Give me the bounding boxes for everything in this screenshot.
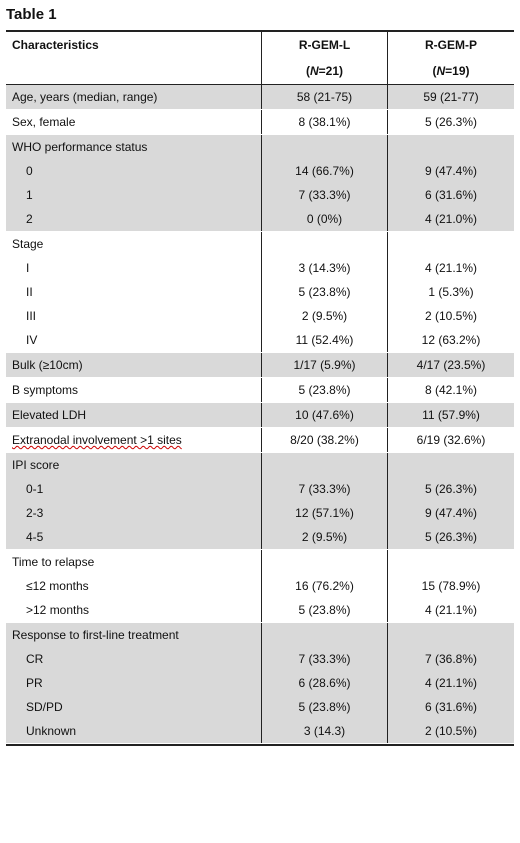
sub-row-label: 2-3 bbox=[26, 506, 44, 520]
sub-row-label: >12 months bbox=[26, 603, 90, 617]
sub-row-r-gem-l-value: 5 (23.8%) bbox=[298, 603, 351, 617]
characteristic-cell bbox=[6, 353, 262, 377]
r-gem-p-cell bbox=[388, 428, 514, 452]
r-gem-l-value: 10 (47.6%) bbox=[295, 408, 354, 422]
sub-row-r-gem-p-value: 4 (21.1%) bbox=[424, 261, 478, 275]
section-label: Response to first-line treatment bbox=[12, 628, 179, 642]
sub-row-r-gem-p-value: 7 (36.8%) bbox=[424, 652, 478, 666]
sub-row-label: Unknown bbox=[26, 724, 77, 738]
r-gem-p-cell bbox=[388, 403, 514, 427]
table-body bbox=[6, 85, 514, 744]
sub-row-label: 4-5 bbox=[26, 530, 44, 544]
r-gem-p-value: 6/19 (32.6%) bbox=[416, 433, 486, 447]
r-gem-l-cell bbox=[262, 135, 388, 231]
sub-row-r-gem-p-value: 2 (10.5%) bbox=[424, 309, 478, 323]
r-gem-l-cell bbox=[262, 110, 388, 134]
section-row bbox=[6, 110, 514, 135]
sub-row-r-gem-l-value: 7 (33.3%) bbox=[298, 652, 351, 666]
r-gem-p-cell bbox=[388, 353, 514, 377]
r-gem-p-cell bbox=[388, 85, 514, 109]
sub-row-r-gem-p-value: 5 (26.3%) bbox=[424, 482, 478, 496]
section-row bbox=[6, 353, 514, 378]
sub-row-r-gem-l-value: 7 (33.3%) bbox=[298, 482, 351, 496]
r-gem-p-value: 11 (57.9%) bbox=[422, 408, 480, 422]
r-gem-l-cell bbox=[262, 378, 388, 402]
sub-row-r-gem-p-value: 6 (31.6%) bbox=[424, 188, 478, 202]
characteristic-cell bbox=[6, 550, 262, 622]
r-gem-l-cell bbox=[262, 453, 388, 549]
sub-row-r-gem-l-value: 14 (66.7%) bbox=[295, 164, 354, 178]
r-gem-l-value: 5 (23.8%) bbox=[298, 383, 351, 397]
sub-row-r-gem-l-value: 7 (33.3%) bbox=[298, 188, 351, 202]
characteristic-cell bbox=[6, 453, 262, 549]
sub-row-r-gem-p-value: 12 (63.2%) bbox=[421, 333, 481, 347]
sub-row-r-gem-p-value: 9 (47.4%) bbox=[424, 164, 478, 178]
characteristic-cell bbox=[6, 428, 262, 452]
section-row bbox=[6, 85, 514, 110]
sub-row-r-gem-l-value: 3 (14.3) bbox=[303, 724, 346, 738]
r-gem-l-value: 1/17 (5.9%) bbox=[293, 358, 356, 372]
table-title: Table 1 bbox=[6, 6, 57, 23]
section-label: Stage bbox=[12, 237, 44, 251]
sub-row-r-gem-l-value: 5 (23.8%) bbox=[298, 700, 351, 714]
sub-row-label: III bbox=[26, 309, 37, 323]
r-gem-p-cell bbox=[388, 623, 514, 743]
sub-row-r-gem-l-value: 11 (52.4%) bbox=[295, 333, 354, 347]
section-label: Age, years (median, range) bbox=[12, 90, 158, 104]
section-label: Sex, female bbox=[12, 115, 76, 129]
sub-row-r-gem-l-value: 2 (9.5%) bbox=[301, 309, 348, 323]
sub-row-r-gem-l-value: 3 (14.3%) bbox=[298, 261, 351, 275]
r-gem-p-value: 8 (42.1%) bbox=[424, 383, 478, 397]
sub-row-r-gem-l-value: 16 (76.2%) bbox=[295, 579, 354, 593]
characteristic-cell bbox=[6, 403, 262, 427]
characteristics-table bbox=[6, 30, 514, 746]
section-label: B symptoms bbox=[12, 383, 79, 397]
r-gem-l-cell bbox=[262, 403, 388, 427]
sub-row-r-gem-p-value: 5 (26.3%) bbox=[424, 530, 478, 544]
r-gem-p-cell bbox=[388, 453, 514, 549]
r-gem-l-value: 8/20 (38.2%) bbox=[290, 433, 359, 447]
sub-row-label: PR bbox=[26, 676, 43, 690]
sub-row-r-gem-p-value: 2 (10.5%) bbox=[424, 724, 478, 738]
sub-row-label: 1 bbox=[26, 188, 33, 202]
r-gem-l-value: 58 (21-75) bbox=[296, 90, 353, 104]
sub-row-r-gem-p-value: 1 (5.3%) bbox=[428, 285, 474, 299]
section-label: Elevated LDH bbox=[12, 408, 87, 422]
header-r-gem-p-n: (N=19) bbox=[432, 64, 470, 78]
r-gem-l-cell bbox=[262, 428, 388, 452]
table-header-row bbox=[6, 32, 514, 85]
r-gem-p-value: 4/17 (23.5%) bbox=[416, 358, 486, 372]
characteristic-cell bbox=[6, 623, 262, 743]
r-gem-p-value: 59 (21-77) bbox=[423, 90, 479, 104]
sub-row-r-gem-p-value: 15 (78.9%) bbox=[421, 579, 481, 593]
section-row bbox=[6, 232, 514, 353]
sub-row-label: I bbox=[26, 261, 30, 275]
section-label: WHO performance status bbox=[12, 140, 148, 154]
r-gem-p-cell bbox=[388, 550, 514, 622]
r-gem-l-cell bbox=[262, 232, 388, 352]
sub-row-r-gem-l-value: 6 (28.6%) bbox=[298, 676, 351, 690]
sub-row-r-gem-p-value: 9 (47.4%) bbox=[424, 506, 478, 520]
r-gem-p-cell bbox=[388, 378, 514, 402]
r-gem-l-value: 8 (38.1%) bbox=[298, 115, 351, 129]
sub-row-r-gem-p-value: 4 (21.0%) bbox=[424, 212, 478, 226]
section-row bbox=[6, 623, 514, 744]
section-label: Time to relapse bbox=[12, 555, 95, 569]
sub-row-r-gem-l-value: 0 (0%) bbox=[306, 212, 343, 226]
header-r-gem-l-n: (N=21) bbox=[305, 64, 344, 78]
header-characteristics: Characteristics bbox=[6, 32, 262, 84]
section-row bbox=[6, 403, 514, 428]
characteristic-cell bbox=[6, 110, 262, 134]
section-row bbox=[6, 453, 514, 550]
sub-row-r-gem-p-value: 6 (31.6%) bbox=[424, 700, 478, 714]
sub-row-label: 0 bbox=[26, 164, 33, 178]
sub-row-label: II bbox=[26, 285, 33, 299]
sub-row-label: ≤12 months bbox=[26, 579, 89, 593]
r-gem-p-value: 5 (26.3%) bbox=[424, 115, 478, 129]
section-row bbox=[6, 378, 514, 403]
sub-row-r-gem-p-value: 4 (21.1%) bbox=[424, 603, 478, 617]
section-label: IPI score bbox=[12, 458, 60, 472]
sub-row-r-gem-l-value: 12 (57.1%) bbox=[295, 506, 354, 520]
r-gem-p-cell bbox=[388, 110, 514, 134]
sub-row-label: IV bbox=[26, 333, 38, 347]
section-row bbox=[6, 550, 514, 623]
r-gem-l-cell bbox=[262, 623, 388, 743]
section-row bbox=[6, 428, 514, 453]
sub-row-r-gem-p-value: 4 (21.1%) bbox=[424, 676, 478, 690]
sub-row-r-gem-l-value: 5 (23.8%) bbox=[298, 285, 351, 299]
section-label: Extranodal involvement >1 sites bbox=[12, 433, 182, 447]
sub-row-label: SD/PD bbox=[26, 700, 63, 714]
sub-row-label: CR bbox=[26, 652, 44, 666]
r-gem-l-cell bbox=[262, 85, 388, 109]
characteristic-cell bbox=[6, 135, 262, 231]
sub-row-label: 0-1 bbox=[26, 482, 44, 496]
characteristic-cell bbox=[6, 85, 262, 109]
r-gem-l-cell bbox=[262, 353, 388, 377]
characteristic-cell bbox=[6, 232, 262, 352]
header-r-gem-p: R-GEM-P (N=19) bbox=[388, 32, 514, 84]
sub-row-label: 2 bbox=[26, 212, 33, 226]
header-r-gem-l: R-GEM-L (N=21) bbox=[262, 32, 388, 84]
r-gem-l-cell bbox=[262, 550, 388, 622]
characteristic-cell bbox=[6, 378, 262, 402]
section-row bbox=[6, 135, 514, 232]
section-label: Bulk (≥10cm) bbox=[12, 358, 83, 372]
r-gem-p-cell bbox=[388, 232, 514, 352]
sub-row-r-gem-l-value: 2 (9.5%) bbox=[301, 530, 348, 544]
r-gem-p-cell bbox=[388, 135, 514, 231]
